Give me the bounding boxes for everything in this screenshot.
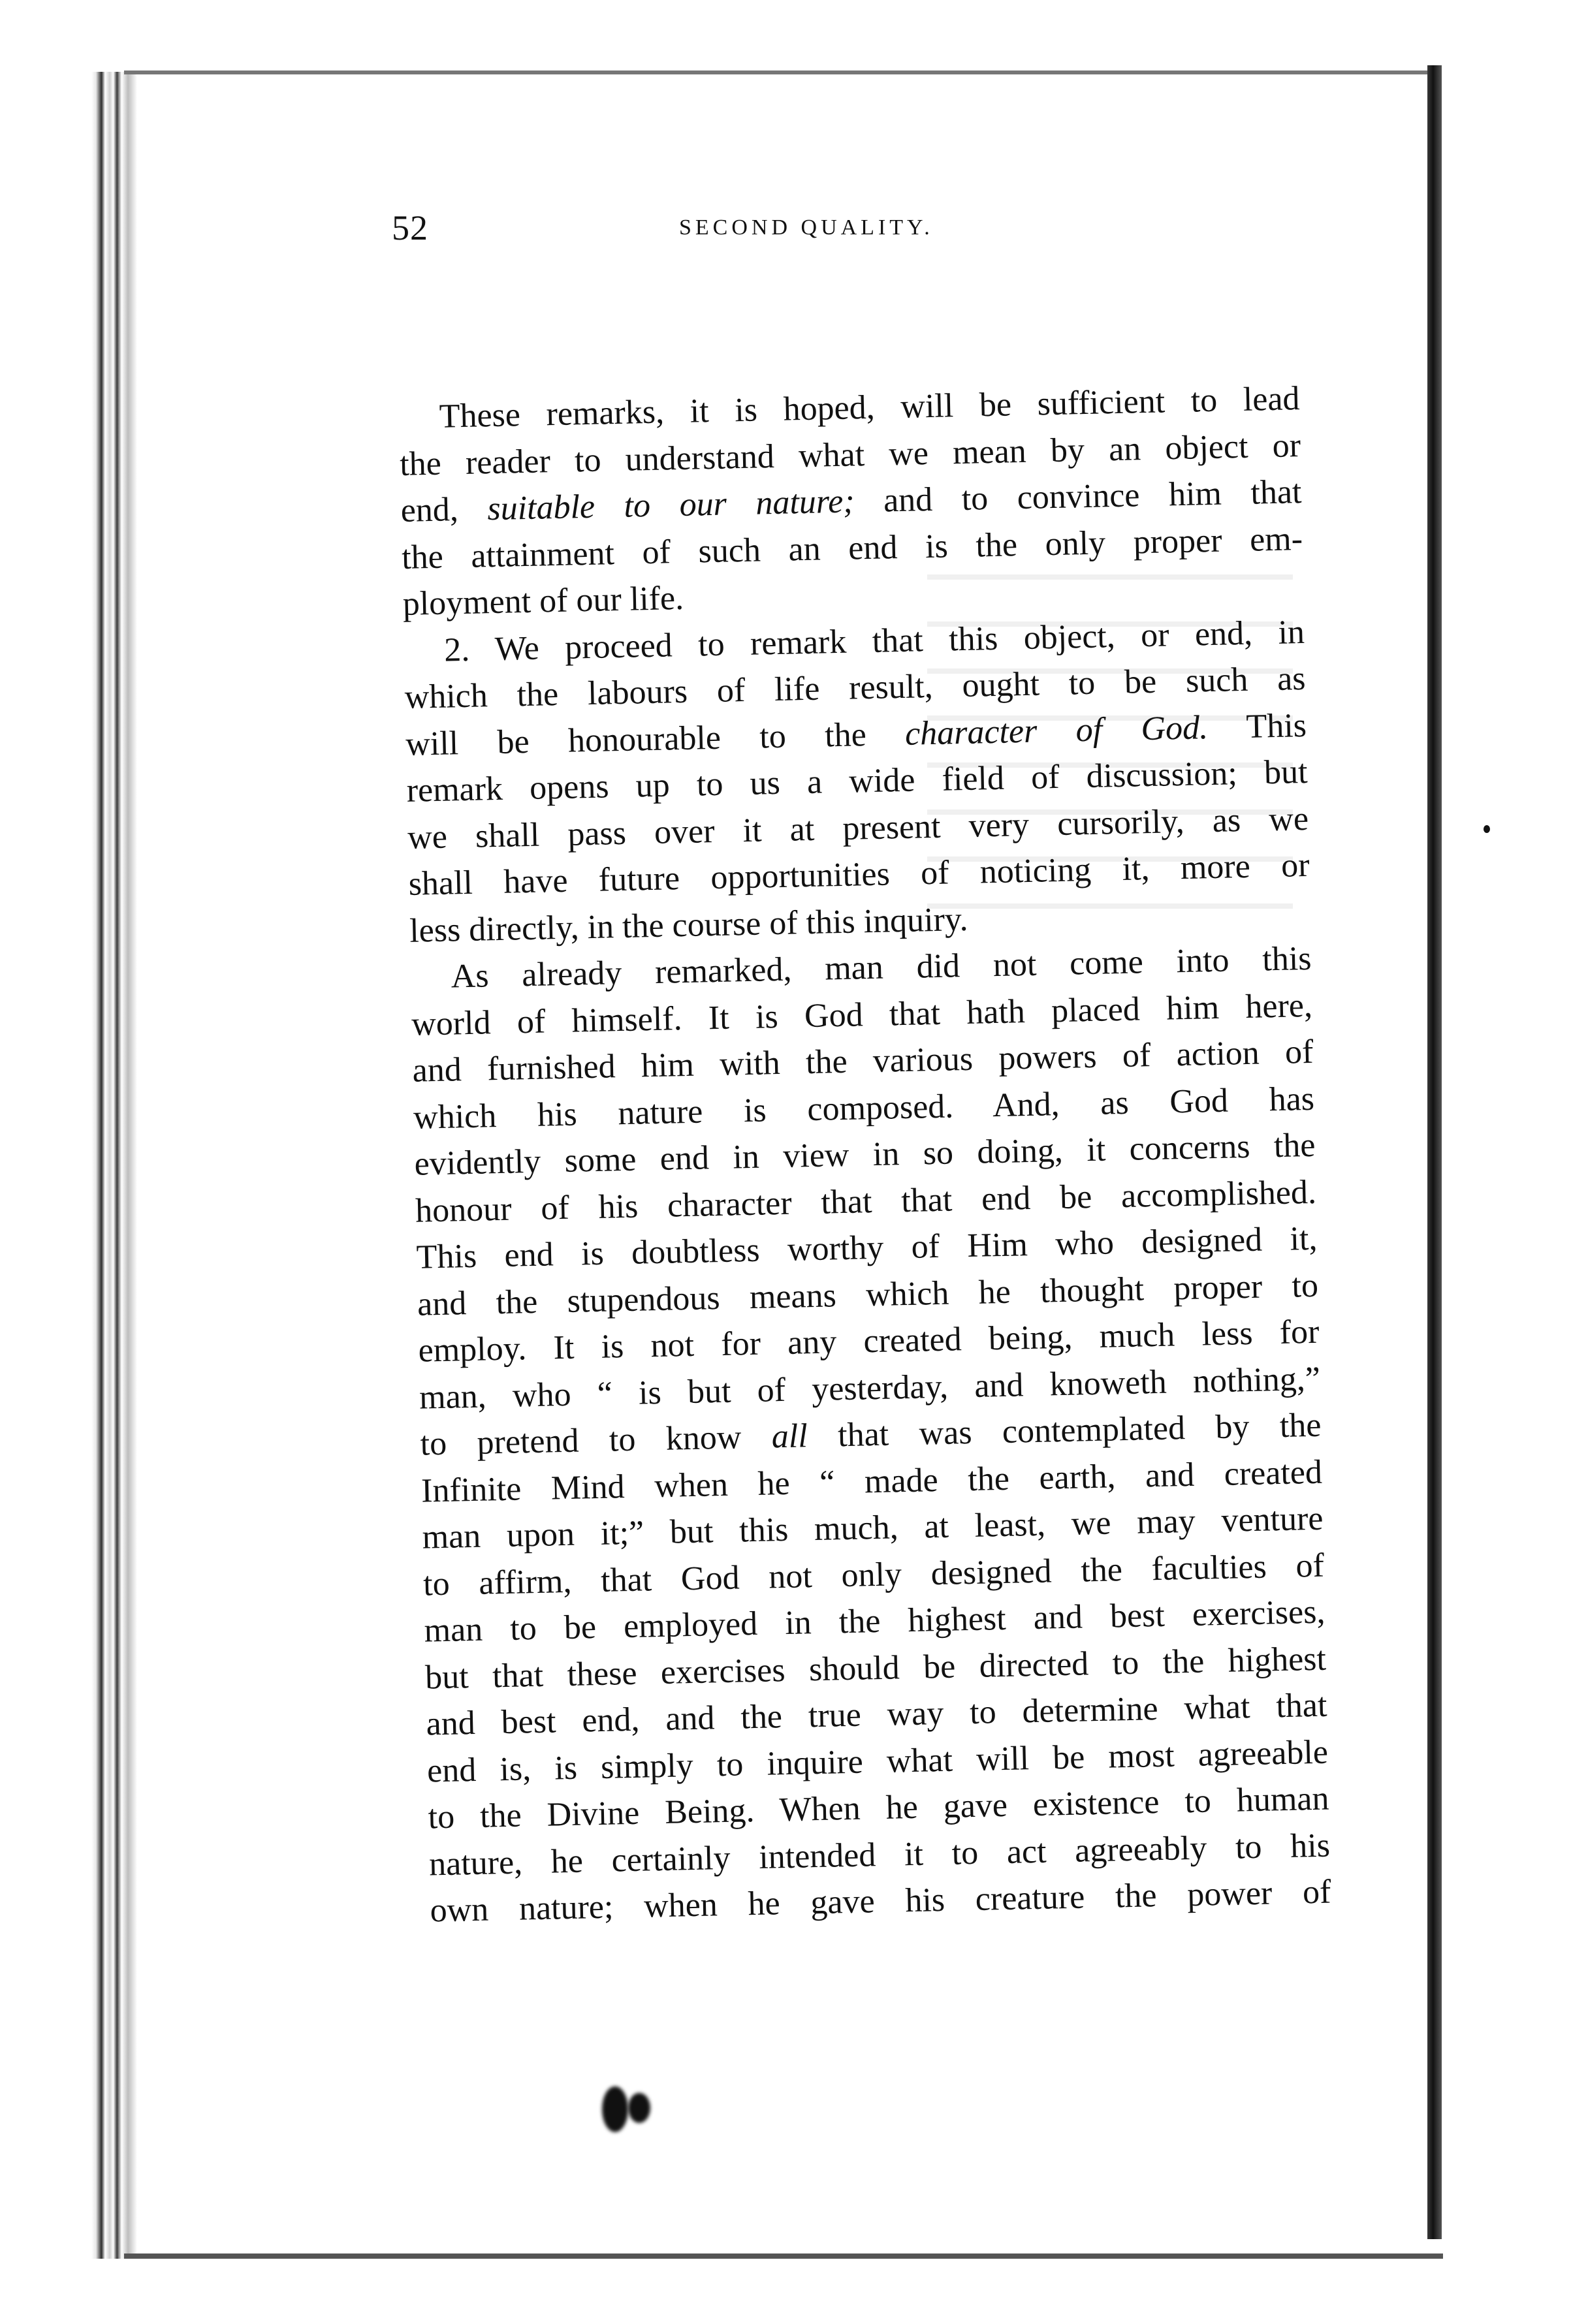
text-line: This end is doubtless worthy of Him who designed it, [416,1219,1318,1276]
italic-phrase: character of God. [904,708,1209,753]
text-line: honour of his character that that end be accomplished. [415,1173,1317,1230]
text-line: less directly, in the course of this inquiry. [409,900,969,950]
page-top-edge [124,71,1430,74]
body-text [398,375,1331,1934]
text-line: Infinite Mind when he “ made the earth, and created [421,1453,1323,1510]
text-line: we shall pass over it at present very cursorily, as we [407,800,1309,856]
text-line: man to be employed in the highest and best exercises, [424,1593,1325,1650]
running-head [392,208,1306,266]
page-bottom-edge [124,2253,1443,2259]
text-line: shall have future opportunities of noticing it, more or [408,846,1310,903]
italic-phrase: all [771,1417,808,1456]
running-title: SECOND QUALITY. [679,215,934,240]
text-line: world of himself. It is God that hath placed him here, [411,986,1313,1043]
text-line: end, suitable to our nature; and to convince him that [400,473,1303,529]
italic-phrase: suitable to our nature; [486,482,855,528]
text-line: and furnished him with the various powers of action of [412,1033,1314,1090]
book-spine-edge [91,72,137,2259]
text-line: These remarks, it is hoped, will be sufficient to lead [439,380,1301,435]
text-line: and best end, and the true way to determine what that [426,1686,1327,1743]
text-line: employ. It is not for any created being, much less for [418,1313,1320,1370]
text-line: and the stupendous means which he thought proper to [417,1266,1319,1323]
text-line: man upon it;” but this much, at least, we may venture [422,1500,1324,1556]
text-line: ployment of our life. [402,579,684,623]
text-line: 2. We proceed to remark that this object, or end, in [443,613,1305,669]
text-line: As already remarked, man did not come into this [451,939,1312,996]
page-number: 52 [392,208,428,247]
text-line: remark opens up to us a wide field of discussion; but [406,753,1309,809]
text-line: own nature; when he gave his creature the power of [430,1873,1331,1930]
text-line: to pretend to know all that was contemplated by the [420,1406,1322,1463]
text-line: nature, he certainly intended it to act agreeably to his [428,1827,1331,1883]
text-line: but that these exercises should be directed to the highest [424,1640,1327,1697]
text-line: the attainment of such an end is the only proper em- [401,520,1303,576]
ink-smudge [599,2073,658,2139]
text-line: which his nature is composed. And, as God has [413,1080,1315,1137]
text-line: evidently some end in view in so doing, it concerns the [414,1126,1316,1183]
text-line: to the Divine Being. When he gave existence to human [428,1780,1329,1836]
text-line: to affirm, that God not only designed the faculties of [422,1547,1325,1603]
text-line: which the labours of life result, ought to be such as [404,660,1307,716]
page-gutter-edge [1427,65,1442,2239]
text-line: the reader to understand what we mean by an object or [399,426,1301,483]
text-line: end is, is simply to inquire what will be most agreeable [426,1733,1329,1790]
ink-speck [1484,825,1490,833]
text-line: man, who “ is but of yesterday, and knoweth nothing,” [419,1360,1321,1417]
text-line: will be honourable to the character of God. This [405,706,1307,763]
